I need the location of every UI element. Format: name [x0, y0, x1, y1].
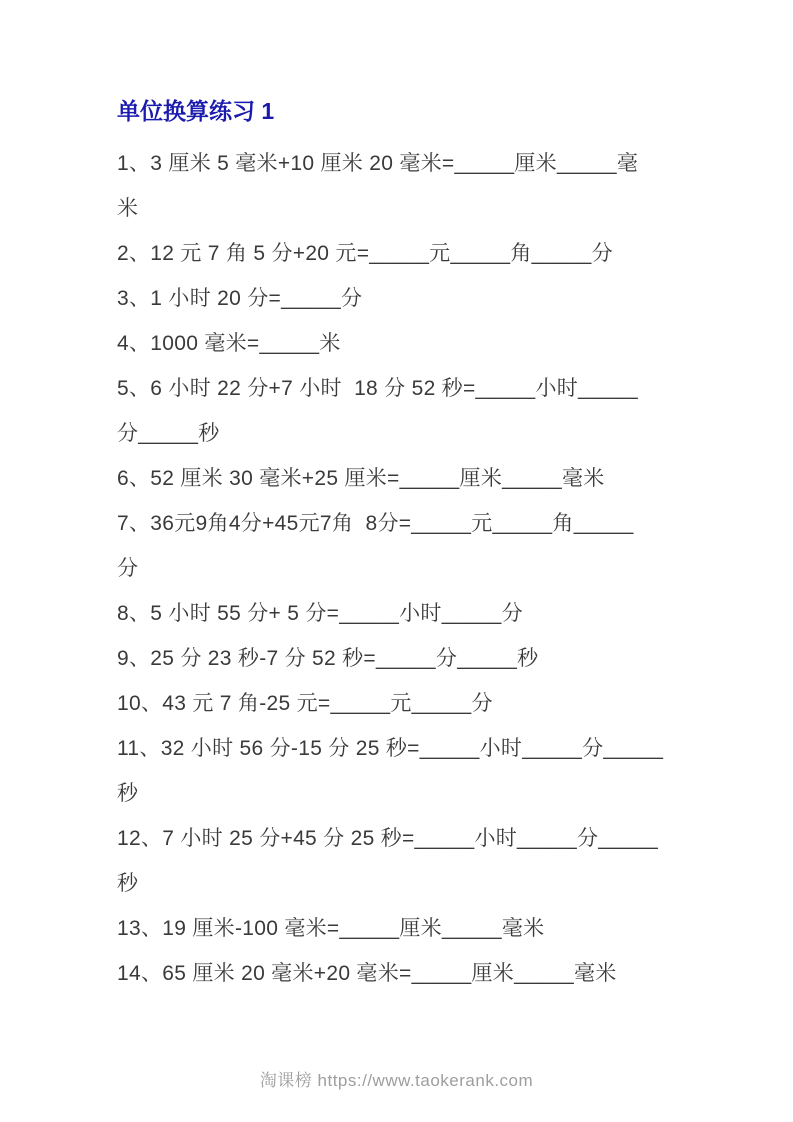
exercise-item-4	[117, 321, 717, 366]
exercise-line: 8、5 小时 55 分+ 5 分=_____小时_____分	[117, 602, 523, 625]
exercise-line: 5、6 小时 22 分+7 小时 18 分 52 秒=_____小时_____	[117, 377, 638, 400]
exercise-line: 10、43 元 7 角-25 元=_____元_____分	[117, 692, 493, 715]
page-title: 单位换算练习 1	[117, 98, 275, 124]
exercise-line: 14、65 厘米 20 毫米+20 毫米=_____厘米_____毫米	[117, 962, 617, 985]
exercise-item-7	[117, 501, 717, 591]
exercise-line: 3、1 小时 20 分=_____分	[117, 287, 363, 310]
exercise-line-wrap: 分_____秒	[117, 422, 220, 445]
exercise-item-8	[117, 591, 717, 636]
exercise-item-2	[117, 231, 717, 276]
exercise-item-10	[117, 681, 717, 726]
exercise-line-wrap: 分	[117, 557, 139, 580]
exercise-line: 9、25 分 23 秒-7 分 52 秒=_____分_____秒	[117, 647, 539, 670]
exercise-item-9	[117, 636, 717, 681]
exercise-line-wrap: 秒	[117, 872, 139, 895]
exercise-item-12	[117, 816, 717, 906]
exercise-item-1	[117, 141, 717, 231]
exercise-item-3	[117, 276, 717, 321]
exercise-line: 6、52 厘米 30 毫米+25 厘米=_____厘米_____毫米	[117, 467, 605, 490]
exercise-line: 12、7 小时 25 分+45 分 25 秒=_____小时_____分_____	[117, 827, 659, 850]
exercise-line: 1、3 厘米 5 毫米+10 厘米 20 毫米=_____厘米_____毫	[117, 152, 639, 175]
exercise-line: 4、1000 毫米=_____米	[117, 332, 341, 355]
footer-watermark: 淘课榜 https://www.taokerank.com	[259, 1071, 534, 1090]
exercise-item-13	[117, 906, 717, 951]
exercise-line-wrap: 秒	[117, 782, 139, 805]
exercise-line-wrap: 米	[117, 197, 139, 220]
exercise-line: 7、36元9角4分+45元7角 8分=_____元_____角_____	[117, 512, 634, 535]
exercise-item-6	[117, 456, 717, 501]
exercise-item-11	[117, 726, 717, 816]
exercise-list	[117, 141, 717, 996]
exercise-line: 13、19 厘米-100 毫米=_____厘米_____毫米	[117, 917, 545, 940]
exercise-line: 11、32 小时 56 分-15 分 25 秒=_____小时_____分_____	[117, 737, 664, 760]
exercise-line: 2、12 元 7 角 5 分+20 元=_____元_____角_____分	[117, 242, 613, 265]
exercise-item-5	[117, 366, 717, 456]
exercise-item-14	[117, 951, 717, 996]
